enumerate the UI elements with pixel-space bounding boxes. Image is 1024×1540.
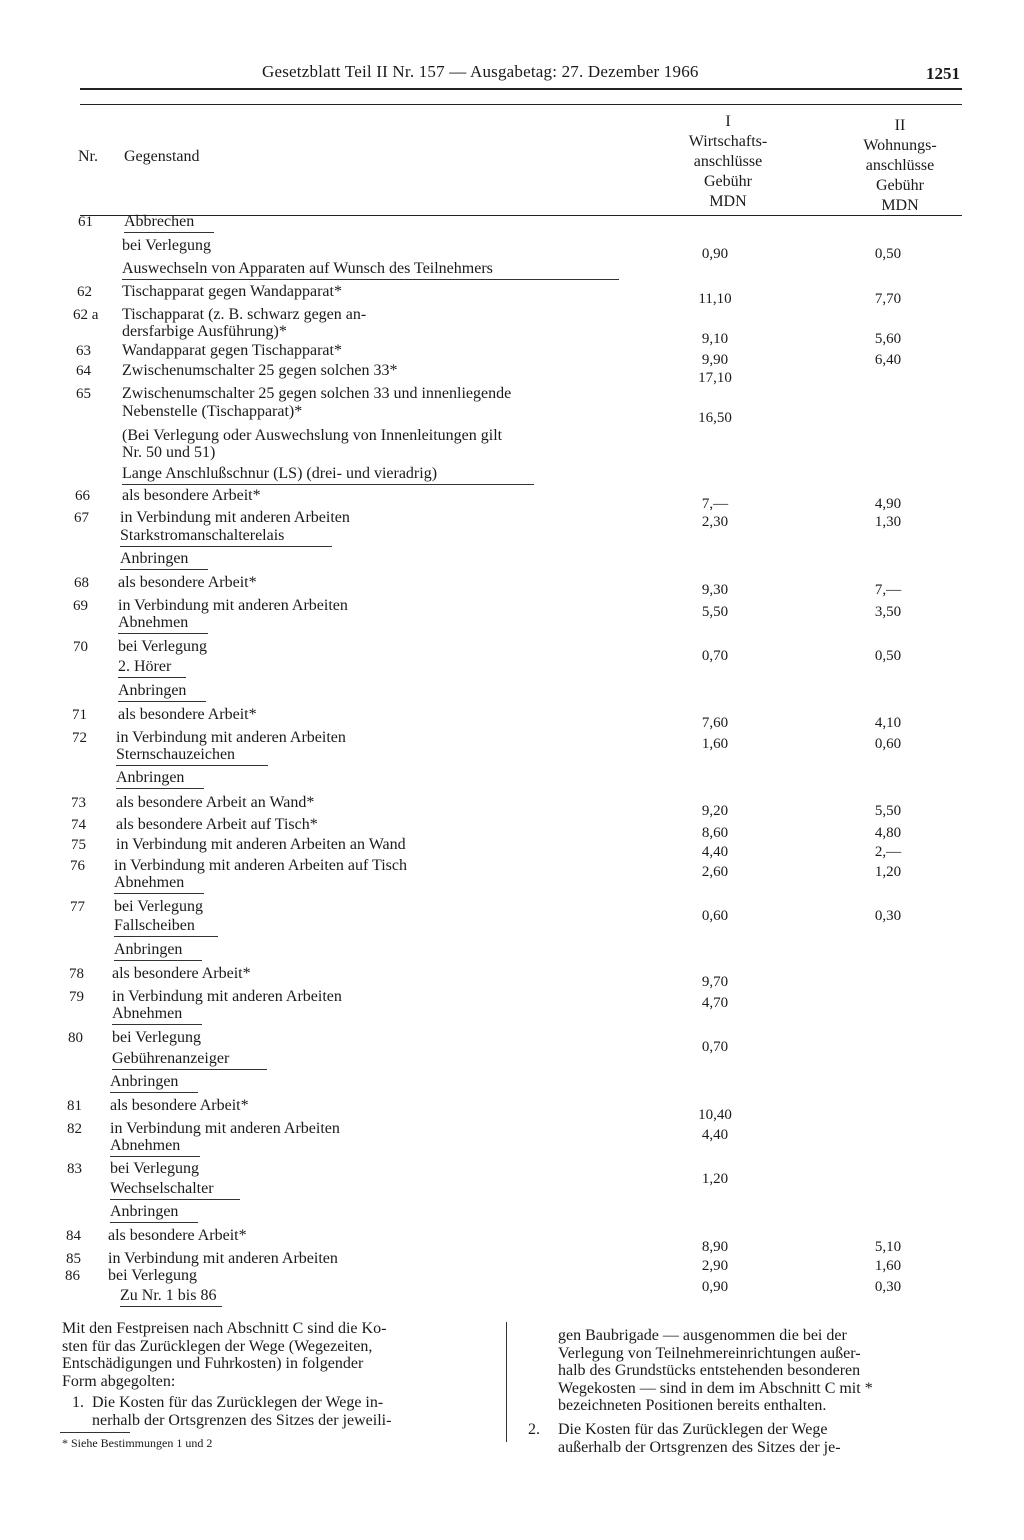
row-number: 66: [75, 488, 90, 504]
fee-wohnung: 3,50: [874, 604, 902, 620]
column-header-wohnung: [830, 116, 970, 216]
fee-wirtschaft: 7,60: [701, 715, 729, 731]
column-header-line: anschlüsse: [865, 157, 935, 174]
fee-wirtschaft: 17,10: [698, 370, 732, 386]
fee-wohnung: 4,80: [874, 825, 902, 841]
row-subject: Tischapparat (z. B. schwarz gegen an-: [122, 306, 367, 323]
row-underline: [124, 232, 214, 233]
row-number: 72: [72, 730, 87, 746]
fee-wirtschaft: 0,70: [701, 1039, 729, 1055]
row-subject: Anbringen: [118, 682, 187, 699]
row-subject: bei Verlegung: [110, 1160, 200, 1177]
row-subject: Anbringen: [120, 550, 189, 567]
row-number: 83: [67, 1161, 82, 1177]
row-underline: [114, 893, 204, 894]
column-header-line: Wirtschafts-: [688, 133, 768, 150]
paragraph-line: außerhalb der Ortsgrenzen des Sitzes der je-: [558, 1438, 841, 1456]
fee-wirtschaft: 0,90: [701, 1279, 729, 1295]
row-subject: als besondere Arbeit auf Tisch*: [116, 816, 318, 833]
column-header-line: I: [725, 113, 731, 130]
row-subject: Starkstromanschalterelais: [120, 527, 285, 544]
row-number: 80: [68, 1030, 83, 1046]
fee-wohnung: 4,90: [874, 496, 902, 512]
row-underline: [116, 788, 204, 789]
row-subject: als besondere Arbeit*: [122, 487, 261, 504]
row-number: 86: [65, 1268, 80, 1284]
row-subject: in Verbindung mit anderen Arbeiten: [118, 597, 348, 614]
row-subject: Anbringen: [116, 769, 185, 786]
row-subject: als besondere Arbeit*: [108, 1227, 247, 1244]
row-number: 64: [76, 363, 91, 379]
row-subject: Abnehmen: [114, 874, 185, 891]
fee-wohnung: 6,40: [874, 352, 902, 368]
fee-wirtschaft: 4,70: [701, 995, 729, 1011]
fee-wirtschaft: 9,70: [701, 974, 729, 990]
fee-wirtschaft: 9,20: [701, 803, 729, 819]
row-number: 61: [78, 214, 93, 230]
fee-wohnung: 0,50: [874, 246, 902, 262]
row-subject: als besondere Arbeit*: [110, 1097, 249, 1114]
fee-wirtschaft: 8,90: [701, 1239, 729, 1255]
row-subject: Lange Anschlußschnur (LS) (drei- und vieradrig): [122, 465, 438, 482]
row-underline: [120, 569, 208, 570]
row-number: 73: [71, 795, 86, 811]
fee-wohnung: 5,10: [874, 1239, 902, 1255]
row-underline: [116, 765, 268, 766]
row-subject: 2. Hörer: [118, 658, 172, 675]
column-header-subject: Gegenstand: [124, 148, 200, 165]
paragraph-line: Wegekosten — sind in dem im Abschnitt C mit *: [558, 1379, 873, 1397]
row-subject: bei Verlegung: [114, 898, 204, 915]
row-subject: bei Verlegung: [112, 1029, 202, 1046]
row-subject: Wechselschalter: [110, 1180, 214, 1197]
fee-wirtschaft: 11,10: [698, 291, 732, 307]
fee-wohnung: 0,60: [874, 736, 902, 752]
row-number: 82: [67, 1121, 82, 1137]
fee-wirtschaft: 9,30: [701, 582, 729, 598]
column-header-line: Gebühr: [876, 177, 924, 194]
table-top-rule: [80, 104, 962, 105]
row-subject: als besondere Arbeit*: [112, 965, 251, 982]
row-number: 68: [74, 575, 89, 591]
row-subject: als besondere Arbeit*: [118, 574, 257, 591]
paragraph-line: halb des Grundstücks entstehenden besonderen: [558, 1362, 861, 1379]
row-number: 76: [70, 858, 85, 874]
row-underline: [112, 1024, 202, 1025]
page-number: 1251: [926, 64, 960, 83]
row-subject: in Verbindung mit anderen Arbeiten: [110, 1120, 340, 1137]
column-header-line: anschlüsse: [693, 153, 763, 170]
fee-wohnung: 5,50: [874, 803, 902, 819]
row-subject: Zwischenumschalter 25 gegen solchen 33*: [122, 362, 398, 379]
row-subject: Abnehmen: [110, 1137, 181, 1154]
fee-wohnung: 1,30: [874, 514, 902, 530]
row-subject: als besondere Arbeit*: [118, 706, 257, 723]
row-number: 65: [76, 386, 91, 402]
fee-wirtschaft: 7,—: [701, 496, 729, 512]
fee-wirtschaft: 2,60: [701, 864, 729, 880]
row-number: 79: [69, 989, 84, 1005]
fee-wohnung: 0,50: [874, 648, 902, 664]
row-underline: [120, 546, 332, 547]
list-number: 2.: [528, 1421, 540, 1438]
fee-wirtschaft: 2,90: [701, 1258, 729, 1274]
row-subject: Abnehmen: [118, 614, 189, 631]
header-rule: [80, 88, 962, 90]
row-number: 67: [74, 510, 89, 526]
row-underline: [118, 701, 206, 702]
row-underline: [122, 279, 619, 280]
row-subject: in Verbindung mit anderen Arbeiten: [108, 1250, 338, 1267]
fee-wirtschaft: 0,90: [701, 246, 729, 262]
row-underline: [118, 633, 208, 634]
row-subject: in Verbindung mit anderen Arbeiten: [120, 509, 350, 526]
row-subject: Anbringen: [110, 1073, 179, 1090]
fee-wirtschaft: 10,40: [698, 1107, 732, 1123]
column-separator: [506, 1322, 507, 1442]
row-underline: [114, 960, 202, 961]
row-number: 74: [71, 817, 86, 833]
paragraph-line: gen Baubrigade — ausgenommen die bei der: [558, 1327, 847, 1344]
row-underline: [110, 1199, 240, 1200]
fee-wohnung: 7,70: [874, 291, 902, 307]
row-number: 75: [71, 837, 86, 853]
row-number: 69: [73, 598, 88, 614]
paragraph-line: Mit den Festpreisen nach Abschnitt C sind die Ko-: [62, 1320, 387, 1337]
fee-wohnung: 7,—: [874, 582, 902, 598]
fee-wirtschaft: 4,40: [701, 1127, 729, 1143]
column-header-line: MDN: [709, 193, 747, 210]
row-subject: in Verbindung mit anderen Arbeiten: [116, 729, 346, 746]
row-underline: [122, 484, 534, 485]
footnote: * Siehe Bestimmungen 1 und 2: [62, 1436, 213, 1450]
fee-wirtschaft: 1,20: [701, 1171, 729, 1187]
fee-wirtschaft: 4,40: [701, 844, 729, 860]
fee-wirtschaft: 0,60: [701, 908, 729, 924]
row-subject: Zwischenumschalter 25 gegen solchen 33 und innenliegende: [122, 385, 512, 402]
row-subject: dersfarbige Ausführung)*: [122, 323, 287, 340]
row-number: 63: [76, 343, 91, 359]
row-underline: [120, 1306, 222, 1307]
row-number: 81: [67, 1098, 82, 1114]
row-subject: in Verbindung mit anderen Arbeiten: [112, 988, 342, 1005]
fee-wirtschaft: 2,30: [701, 514, 729, 530]
row-number: 70: [73, 639, 88, 655]
row-subject: Gebührenanzeiger: [112, 1050, 230, 1067]
row-number: 84: [66, 1228, 81, 1244]
row-subject: in Verbindung mit anderen Arbeiten auf Tisch: [114, 857, 407, 874]
row-subject: Auswechseln von Apparaten auf Wunsch des Teilnehmers: [122, 260, 493, 277]
row-subject: Sternschauzeichen: [116, 746, 236, 763]
row-number: 62: [77, 284, 92, 300]
fee-wohnung: 1,20: [874, 864, 902, 880]
column-header-line: Gebühr: [704, 173, 752, 190]
fee-wohnung: 0,30: [874, 908, 902, 924]
fee-wirtschaft: 9,10: [701, 331, 729, 347]
row-underline: [118, 677, 186, 678]
fee-wirtschaft: 5,50: [701, 604, 729, 620]
column-header-line: MDN: [881, 197, 919, 214]
column-header-nr: Nr.: [78, 148, 98, 165]
row-subject: Tischapparat gegen Wandapparat*: [122, 283, 342, 300]
fee-wohnung: 0,30: [874, 1279, 902, 1295]
fee-wohnung: 1,60: [874, 1258, 902, 1274]
row-underline: [112, 1069, 267, 1070]
row-underline: [110, 1222, 198, 1223]
column-header-line: Wohnungs-: [863, 137, 937, 154]
fee-wirtschaft: 9,90: [701, 352, 729, 368]
row-subject: Zu Nr. 1 bis 86: [120, 1287, 217, 1304]
row-underline: [110, 1092, 198, 1093]
row-number: 71: [72, 707, 87, 723]
row-number: 77: [70, 899, 85, 915]
row-subject: (Bei Verlegung oder Auswechslung von Innenleitungen gilt: [122, 427, 503, 444]
row-subject: bei Verlegung: [122, 237, 212, 254]
fee-wirtschaft: 0,70: [701, 648, 729, 664]
row-subject: Abbrechen: [124, 213, 195, 230]
fee-wohnung: 5,60: [874, 331, 902, 347]
row-number: 62 a: [73, 307, 99, 323]
row-subject: Anbringen: [114, 941, 183, 958]
row-subject: als besondere Arbeit an Wand*: [116, 794, 315, 811]
row-subject: Anbringen: [110, 1203, 179, 1220]
row-underline: [110, 1156, 200, 1157]
row-subject: Wandapparat gegen Tischapparat*: [122, 342, 342, 359]
fee-wohnung: 2,—: [874, 844, 902, 860]
paragraph-line: Form abgegolten:: [62, 1372, 176, 1390]
row-subject: bei Verlegung: [108, 1267, 198, 1284]
fee-wirtschaft: 16,50: [698, 410, 732, 426]
row-underline: [114, 936, 218, 937]
page-header-title: Gesetzblatt Teil II Nr. 157 — Ausgabetag: 27. Dezember 1966: [262, 62, 699, 81]
fee-wohnung: 4,10: [874, 715, 902, 731]
row-number: 85: [66, 1251, 81, 1267]
list-number: 1.: [72, 1394, 84, 1411]
paragraph-line: bezeichneten Positionen bereits enthalten.: [558, 1397, 827, 1414]
fee-wirtschaft: 8,60: [701, 825, 729, 841]
row-subject: bei Verlegung: [118, 638, 208, 655]
row-subject: Nr. 50 und 51): [122, 444, 216, 461]
row-number: 78: [69, 966, 84, 982]
paragraph-line: Die Kosten für das Zurücklegen der Wege in-: [92, 1394, 384, 1411]
paragraph-line: nerhalb der Ortsgrenzen des Sitzes der jeweili-: [92, 1411, 392, 1429]
paragraph-line: Entschädigungen und Fuhrkosten) in folgender: [62, 1355, 364, 1372]
paragraph-line: sten für das Zurücklegen der Wege (Wegezeiten,: [62, 1337, 373, 1355]
row-subject: Nebenstelle (Tischapparat)*: [122, 403, 303, 420]
footnote-rule: [60, 1432, 130, 1433]
paragraph-line: Die Kosten für das Zurücklegen der Wege: [558, 1421, 828, 1438]
row-subject: Fallscheiben: [114, 917, 195, 934]
column-header-wirtschaft: [658, 112, 798, 212]
column-header-line: II: [894, 117, 906, 134]
paragraph-line: Verlegung von Teilnehmereinrichtungen außer-: [558, 1344, 861, 1362]
column-header-rule: [80, 215, 962, 216]
row-subject: in Verbindung mit anderen Arbeiten an Wand: [116, 836, 406, 853]
row-subject: Abnehmen: [112, 1005, 183, 1022]
fee-wirtschaft: 1,60: [701, 736, 729, 752]
